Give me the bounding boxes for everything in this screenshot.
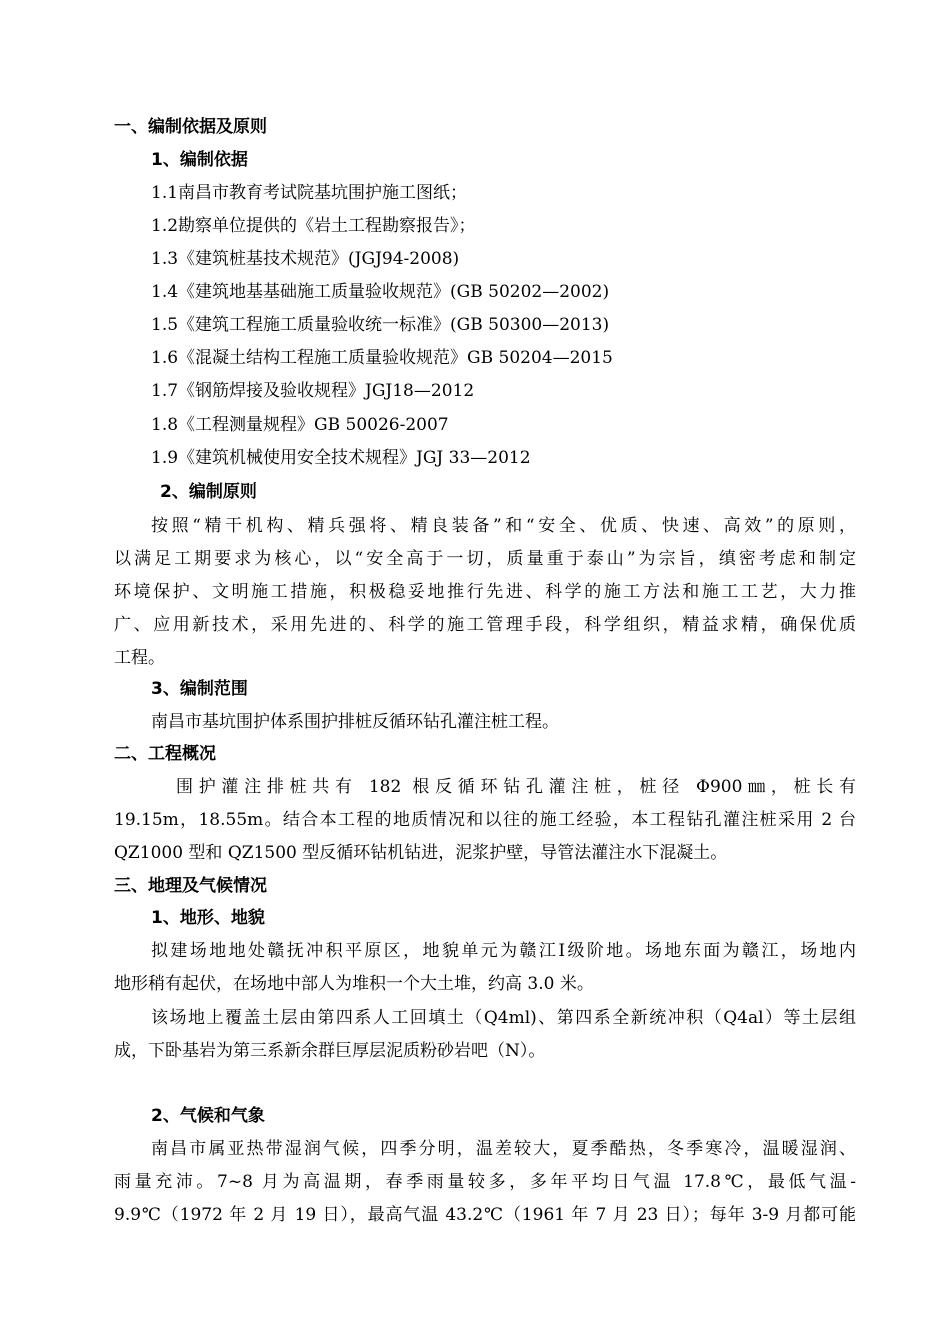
paragraph-line: 成，下卧基岩为第三系新余群巨厚层泥质粉砂岩吧（N）。 <box>114 1041 546 1061</box>
basis-item: 1.9《建筑机械使用安全技术规程》JGJ 33—2012 <box>151 448 531 468</box>
section-heading: 三、地理及气候情况 <box>114 876 267 896</box>
paragraph-line: 拟建场地地处赣抚冲积平原区，地貌单元为赣江Ⅰ级阶地。场地东面为赣江，场地内 <box>151 941 856 961</box>
paragraph-line: 围护灌注排桩共有 182 根反循环钻孔灌注桩，桩径 Φ900㎜，桩长有 <box>176 777 856 797</box>
paragraph-line: 工程。 <box>114 648 165 668</box>
basis-item: 1.6《混凝土结构工程施工质量验收规范》GB 50204—2015 <box>151 348 613 368</box>
subsection-heading: 2、编制原则 <box>160 482 257 502</box>
paragraph-line: 按照“精干机构、精兵强将、精良装备”和“安全、优质、快速、高效”的原则， <box>151 516 856 536</box>
paragraph-line: 环境保护、文明施工措施，积极稳妥地推行先进、科学的施工方法和施工工艺，大力推 <box>114 582 856 602</box>
basis-item: 1.2勘察单位提供的《岩土工程勘察报告》； <box>151 216 476 236</box>
paragraph-line: QZ1000 型和 QZ1500 型反循环钻机钻进，泥浆护壁，导管法灌注水下混凝土。 <box>114 843 728 863</box>
section-heading: 二、工程概况 <box>114 744 216 764</box>
paragraph-line: 以满足工期要求为核心，以“安全高于一切，质量重于泰山”为宗旨，缜密考虑和制定 <box>114 549 856 569</box>
paragraph-line: 广、应用新技术，采用先进的、科学的施工管理手段，科学组织，精益求精，确保优质 <box>114 615 856 635</box>
subsection-heading: 1、编制依据 <box>151 150 248 170</box>
basis-item: 1.3《建筑桩基技术规范》(JGJ94-2008) <box>151 249 460 269</box>
paragraph-line: 南昌市属亚热带湿润气候，四季分明，温差较大，夏季酷热，冬季寒冷，温暖湿润、 <box>151 1139 856 1159</box>
subsection-heading: 2、气候和气象 <box>151 1106 265 1126</box>
basis-item: 1.1南昌市教育考试院基坑围护施工图纸； <box>151 183 468 203</box>
basis-item: 1.5《建筑工程施工质量验收统一标准》(GB 50300—2013) <box>151 315 610 335</box>
section-heading: 一、编制依据及原则 <box>114 117 267 137</box>
paragraph-line: 19.15m，18.55m。结合本工程的地质情况和以往的施工经验，本工程钻孔灌注桩采用 2 台 <box>114 810 856 830</box>
paragraph-line: 9.9℃（1972 年 2 月 19 日），最高气温 43.2℃（1961 年 7 月 23 日）；每年 3-9 月都可能 <box>114 1205 856 1225</box>
basis-item: 1.7《钢筋焊接及验收规程》JGJ18—2012 <box>151 381 475 401</box>
basis-item: 1.8《工程测量规程》GB 50026-2007 <box>151 415 449 435</box>
subsection-heading: 3、编制范围 <box>151 679 248 699</box>
paragraph-line: 地形稍有起伏，在场地中部人为堆积一个大土堆，约高 3.0 米。 <box>114 974 594 994</box>
subsection-heading: 1、地形、地貌 <box>151 908 265 928</box>
paragraph-line: 雨量充沛。7~8 月为高温期，春季雨量较多，多年平均日气温 17.8℃，最低气温- <box>114 1172 856 1192</box>
paragraph-line: 南昌市基坑围护体系围护排桩反循环钻孔灌注桩工程。 <box>151 712 559 732</box>
paragraph-line: 该场地上覆盖土层由第四系人工回填土（Q4ml)、第四系全新统冲积（Q4al）等土层组 <box>151 1008 856 1028</box>
basis-item: 1.4《建筑地基基础施工质量验收规范》(GB 50202—2002) <box>151 282 610 302</box>
